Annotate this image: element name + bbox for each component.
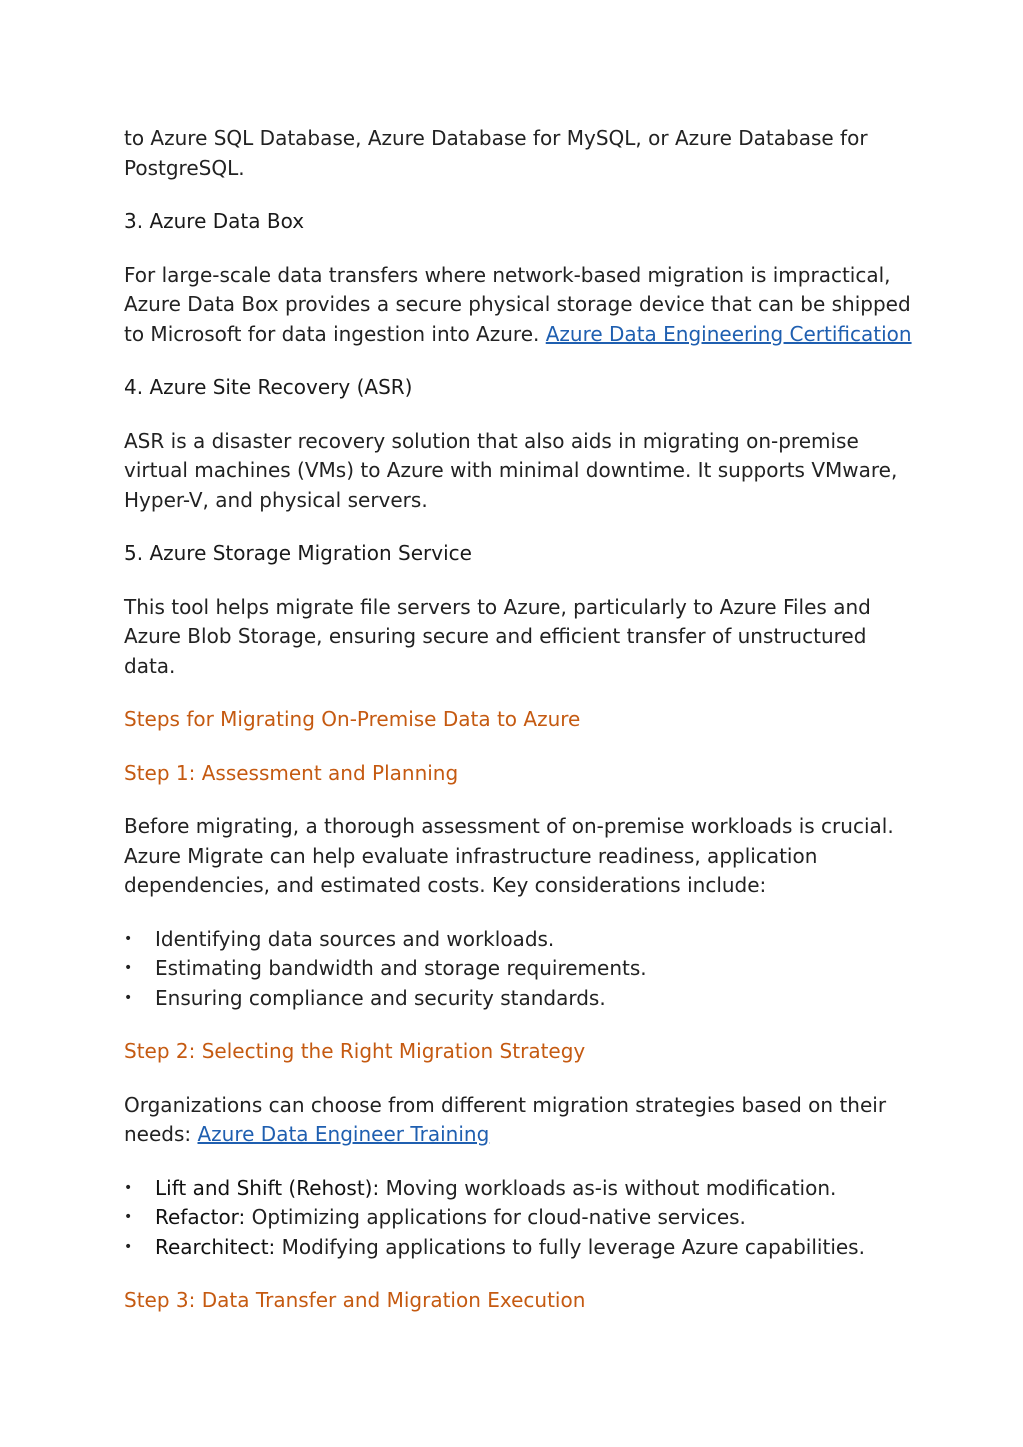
section-3-body — [124, 261, 914, 350]
azure-data-engineering-certification-link[interactable]: Azure Data Engineering Certification — [545, 321, 912, 346]
bullet-icon: • — [124, 1179, 133, 1196]
list-item — [124, 984, 914, 1014]
bullet-icon: • — [124, 930, 133, 947]
section-4-body: ASR is a disaster recovery solution that also aids in migrating on-premise virtual machines (VMs) to Azure with minimal downtime. It supports VMware, Hyper-V, and physical servers. — [124, 428, 898, 512]
list-item-text: Ensuring compliance and security standards. — [155, 985, 606, 1010]
strategy-term: Rearchitect: — [155, 1234, 276, 1259]
list-item — [124, 954, 914, 984]
list-item-text: Estimating bandwidth and storage requirements. — [155, 956, 647, 980]
step-2-body-text: Organizations can choose from different migration strategies based on their needs: — [124, 1092, 887, 1146]
strategy-description: Optimizing applications for cloud-native services. — [251, 1205, 746, 1229]
section-4-heading: 4. Azure Site Recovery (ASR) — [124, 375, 413, 399]
azure-data-engineer-training-link[interactable]: Azure Data Engineer Training — [197, 1122, 490, 1146]
list-item — [124, 1203, 914, 1233]
strategy-description: Moving workloads as-is without modification. — [385, 1175, 837, 1200]
intro-continuation: to Azure SQL Database, Azure Database for MySQL, or Azure Database for PostgreSQL. — [124, 126, 868, 180]
section-5-body: This tool helps migrate file servers to Azure, particularly to Azure Files and Azure Blob Storage, ensuring secure and efficient transfer of unstructured data. — [124, 594, 871, 678]
bullet-icon: • — [124, 989, 133, 1006]
section-3-body-text: For large-scale data transfers where network-based migration is impractical, Azure Data Box provides a secure physical storage device that can be shipped to Microsoft for data ingestion into Azure. — [124, 262, 911, 346]
step-2-bullet-list — [124, 1174, 914, 1263]
step-1-bullet-list — [124, 925, 914, 1014]
step-3-heading: Step 3: Data Transfer and Migration Execution — [124, 1288, 586, 1312]
section-5-heading: 5. Azure Storage Migration Service — [124, 541, 472, 565]
list-item — [124, 1174, 914, 1204]
list-item — [124, 1233, 914, 1263]
bullet-icon: • — [124, 1238, 133, 1255]
strategy-description: Modifying applications to fully leverage Azure capabilities. — [281, 1234, 865, 1259]
document-page — [124, 124, 914, 1340]
step-1-heading: Step 1: Assessment and Planning — [124, 760, 459, 785]
list-item-text: Identifying data sources and workloads. — [155, 926, 555, 951]
steps-heading: Steps for Migrating On-Premise Data to Azure — [124, 707, 581, 731]
step-1-body: Before migrating, a thorough assessment of on-premise workloads is crucial. Azure Migrate can help evaluate infrastructure readiness, application dependencies, and estimated costs. Key considerations include: — [124, 814, 894, 897]
bullet-icon: • — [124, 960, 133, 976]
strategy-term: Refactor: — [155, 1205, 246, 1229]
step-2-body — [124, 1091, 914, 1150]
step-2-heading: Step 2: Selecting the Right Migration Strategy — [124, 1039, 586, 1063]
list-item — [124, 925, 914, 955]
bullet-icon: • — [124, 1209, 133, 1225]
section-3-heading: 3. Azure Data Box — [124, 209, 305, 233]
strategy-term: Lift and Shift (Rehost): — [155, 1175, 380, 1200]
